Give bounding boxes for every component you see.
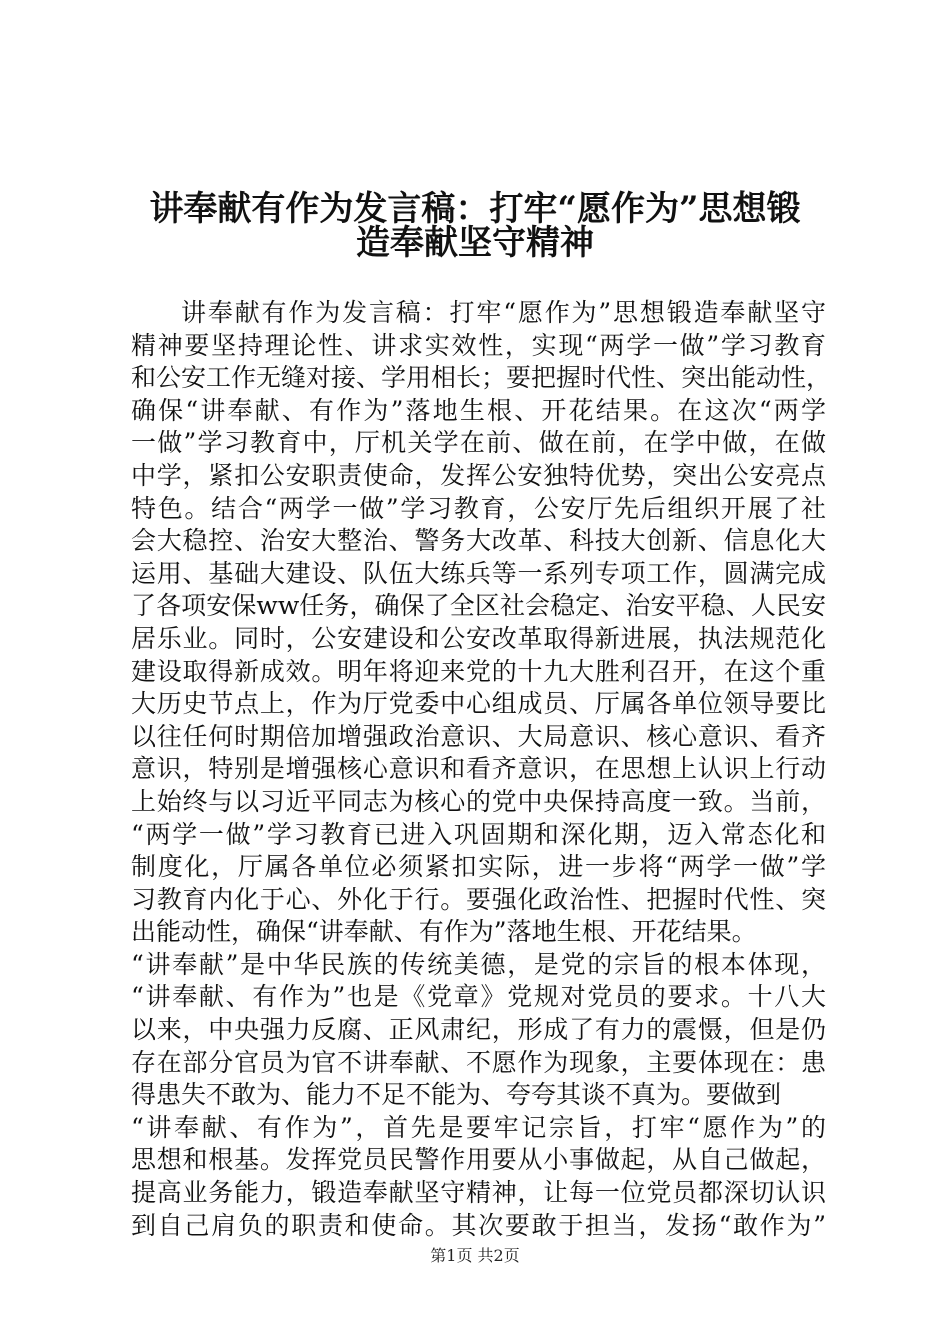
body-line: 出能动性，确保“讲奉献、有作为”落地生根、开花结果。	[131, 917, 757, 947]
body-line: 制度化，厅属各单位必须紧扣实际，进一步将“两学一做”学	[131, 852, 826, 882]
body-line: 运用、基础大建设、队伍大练兵等一系列专项工作，圆满完成	[131, 558, 826, 588]
body-line: 上始终与以习近平同志为核心的党中央保持高度一致。当前，	[131, 786, 826, 816]
document-body	[131, 297, 832, 1242]
body-line: 以往任何时期倍加增强政治意识、大局意识、核心意识、看齐	[131, 721, 826, 751]
body-line: 大历史节点上，作为厅党委中心组成员、厅属各单位领导要比	[131, 689, 826, 719]
body-line: 以来，中央强力反腐、正风肃纪，形成了有力的震慑，但是仍	[131, 1015, 826, 1045]
document-title-line-1: 讲奉献有作为发言稿：打牢“愿作为”思想锻	[149, 189, 801, 229]
body-line: 确保“讲奉献、有作为”落地生根、开花结果。在这次“两学	[131, 395, 826, 425]
body-line: “讲奉献”是中华民族的传统美德，是党的宗旨的根本体现，	[131, 949, 826, 979]
body-line: 习教育内化于心、外化于行。要强化政治性、把握时代性、突	[131, 884, 826, 914]
body-line: 精神要坚持理论性、讲求实效性，实现“两学一做”学习教育	[131, 330, 826, 360]
page-footer: 第1页 共2页	[430, 1246, 520, 1265]
body-line: 居乐业。同时，公安建设和公安改革取得新进展，执法规范化	[131, 623, 826, 653]
body-line: 特色。结合“两学一做”学习教育，公安厅先后组织开展了社	[131, 493, 826, 523]
body-line: 到自己肩负的职责和使命。其次要敢于担当，发扬“敢作为”	[131, 1210, 826, 1240]
body-line: 提高业务能力，锻造奉献坚守精神，让每一位党员都深切认识	[131, 1178, 826, 1208]
body-line: “两学一做”学习教育已进入巩固期和深化期，迈入常态化和	[131, 819, 826, 849]
body-line: 存在部分官员为官不讲奉献、不愿作为现象，主要体现在：患	[131, 1047, 826, 1077]
body-line: 和公安工作无缝对接、学用相长；要把握时代性、突出能动性，	[131, 363, 832, 393]
body-line: 讲奉献有作为发言稿：打牢“愿作为”思想锻造奉献坚守	[181, 298, 826, 327]
body-line: 意识，特别是增强核心意识和看齐意识，在思想上认识上行动	[131, 754, 826, 784]
body-line: 思想和根基。发挥党员民警作用要从小事做起，从自己做起，	[131, 1145, 826, 1175]
body-line: 建设取得新成效。明年将迎来党的十九大胜利召开，在这个重	[131, 656, 826, 686]
document-title-line-2: 造奉献坚守精神	[356, 223, 594, 263]
body-line: 得患失不敢为、能力不足不能为、夸夸其谈不真为。要做到	[131, 1080, 782, 1110]
body-line: “讲奉献、有作为”，首先是要牢记宗旨，打牢“愿作为”的	[131, 1112, 826, 1142]
body-line: 一做”学习教育中，厅机关学在前、做在前，在学中做，在做	[131, 428, 826, 458]
body-line: “讲奉献、有作为”也是《党章》党规对党员的要求。十八大	[131, 982, 826, 1012]
body-line: 中学，紧扣公安职责使命，发挥公安独特优势，突出公安亮点	[131, 460, 826, 490]
body-line: 了各项安保ww任务，确保了全区社会稳定、治安平稳、人民安	[131, 591, 826, 621]
body-line: 会大稳控、治安大整治、警务大改革、科技大创新、信息化大	[131, 526, 826, 556]
